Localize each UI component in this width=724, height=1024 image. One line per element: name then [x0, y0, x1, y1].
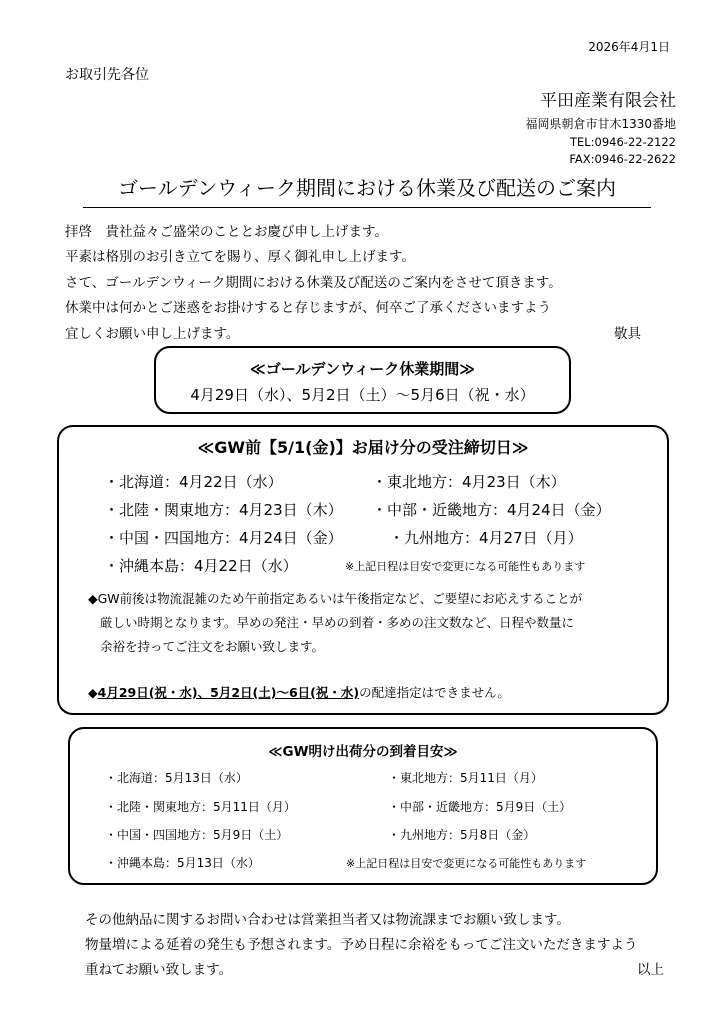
ijo: 以上: [637, 962, 664, 978]
holiday-heading: ≪ゴールデンウィーク休業期間≫: [250, 360, 475, 378]
keigu: 敬具: [614, 326, 641, 342]
arrival-box: [68, 727, 658, 885]
closing-line: その他納品に関するお問い合わせは営業担当者又は物流課までお願い致します。: [85, 912, 570, 928]
company-fax: FAX:0946-22-2622: [569, 152, 676, 166]
body-line: 休業中は何かとご迷惑をお掛けすると存じますが、何卒ご了承くださいますよう: [65, 300, 551, 316]
delivery-dates: 4月29日(祝・水)、5月2日(土)〜6日(祝・水): [97, 685, 360, 700]
caution-line: 余裕を持ってご注文をお願い致します。: [100, 639, 325, 654]
closing-line: 重ねてお願い致します。: [85, 962, 233, 978]
document-date: 2026年4月1日: [588, 40, 670, 54]
company-name: 平田産業有限会社: [540, 91, 676, 111]
company-tel: TEL:0946-22-2122: [569, 135, 676, 149]
company-address: 福岡県朝倉市甘木1330番地: [525, 117, 676, 131]
arrival-item: ・北陸・関東地方：5月11日（月）: [105, 800, 296, 814]
arrival-item: ・九州地方：5月8日（金）: [388, 828, 536, 842]
caution-line: ◆GW前後は物流混雑のため午前指定あるいは午後指定など、ご要望にお応えすることが: [88, 591, 583, 606]
body-line: さて、ゴールデンウィーク期間における休業及び配送のご案内をさせて頂きます。: [65, 275, 562, 291]
closing-line: 物量増による延着の発生も予想されます。予め日程に余裕をもってご注文いただきますよう: [85, 937, 638, 953]
arrival-item: ・北海道：5月13日（水）: [105, 771, 248, 785]
document-title: ゴールデンウィーク期間における休業及び配送のご案内: [83, 172, 651, 208]
cutoff-item: ・北海道：4月22日（水）: [104, 473, 283, 491]
delivery-mark: ◆: [88, 685, 98, 700]
cutoff-item: ・九州地方：4月27日（月）: [389, 529, 583, 547]
body-line: 宜しくお願い申し上げます。: [65, 326, 240, 342]
arrival-item: ・東北地方：5月11日（月）: [388, 771, 543, 785]
cutoff-item: ・東北地方：4月23日（木）: [372, 473, 566, 491]
caution-line: 厳しい時期となります。早めの発注・早めの到着・多めの注文数など、日程や数量に: [100, 615, 575, 630]
arrival-note: ※上記日程は目安で変更になる可能性もあります: [346, 857, 587, 870]
cutoff-item: ・中国・四国地方：4月24日（金）: [104, 529, 343, 547]
cutoff-item: ・中部・近畿地方：4月24日（金）: [372, 501, 611, 519]
cutoff-box: [57, 425, 669, 715]
holiday-period-box: [154, 346, 571, 414]
cutoff-heading: ≪GW前【5/1(金)】お届け分の受注締切日≫: [197, 438, 529, 457]
arrival-heading: ≪GW明け出荷分の到着目安≫: [268, 744, 458, 760]
company-block: [500, 86, 676, 166]
cutoff-item: ・北陸・関東地方：4月23日（木）: [104, 501, 343, 519]
holiday-period: 4月29日（水）、5月2日（土）〜5月6日（祝・水）: [190, 386, 535, 404]
arrival-item: ・沖縄本島：5月13日（水）: [105, 856, 260, 870]
body-line: 平素は格別のお引き立てを賜り、厚く御礼申し上げます。: [65, 249, 415, 265]
arrival-item: ・中部・近畿地方：5月9日（土）: [388, 800, 572, 814]
arrival-item: ・中国・四国地方：5月9日（土）: [105, 828, 289, 842]
recipient: お取引先各位: [65, 67, 149, 83]
cutoff-item: ・沖縄本島：4月22日（水）: [104, 557, 298, 575]
cutoff-note: ※上記日程は目安で変更になる可能性もあります: [345, 560, 586, 573]
delivery-text: の配達指定はできません。: [359, 685, 510, 700]
delivery-notice: [88, 683, 510, 701]
body-line: 拝啓 貴社益々ご盛栄のこととお慶び申し上げます。: [65, 224, 388, 240]
